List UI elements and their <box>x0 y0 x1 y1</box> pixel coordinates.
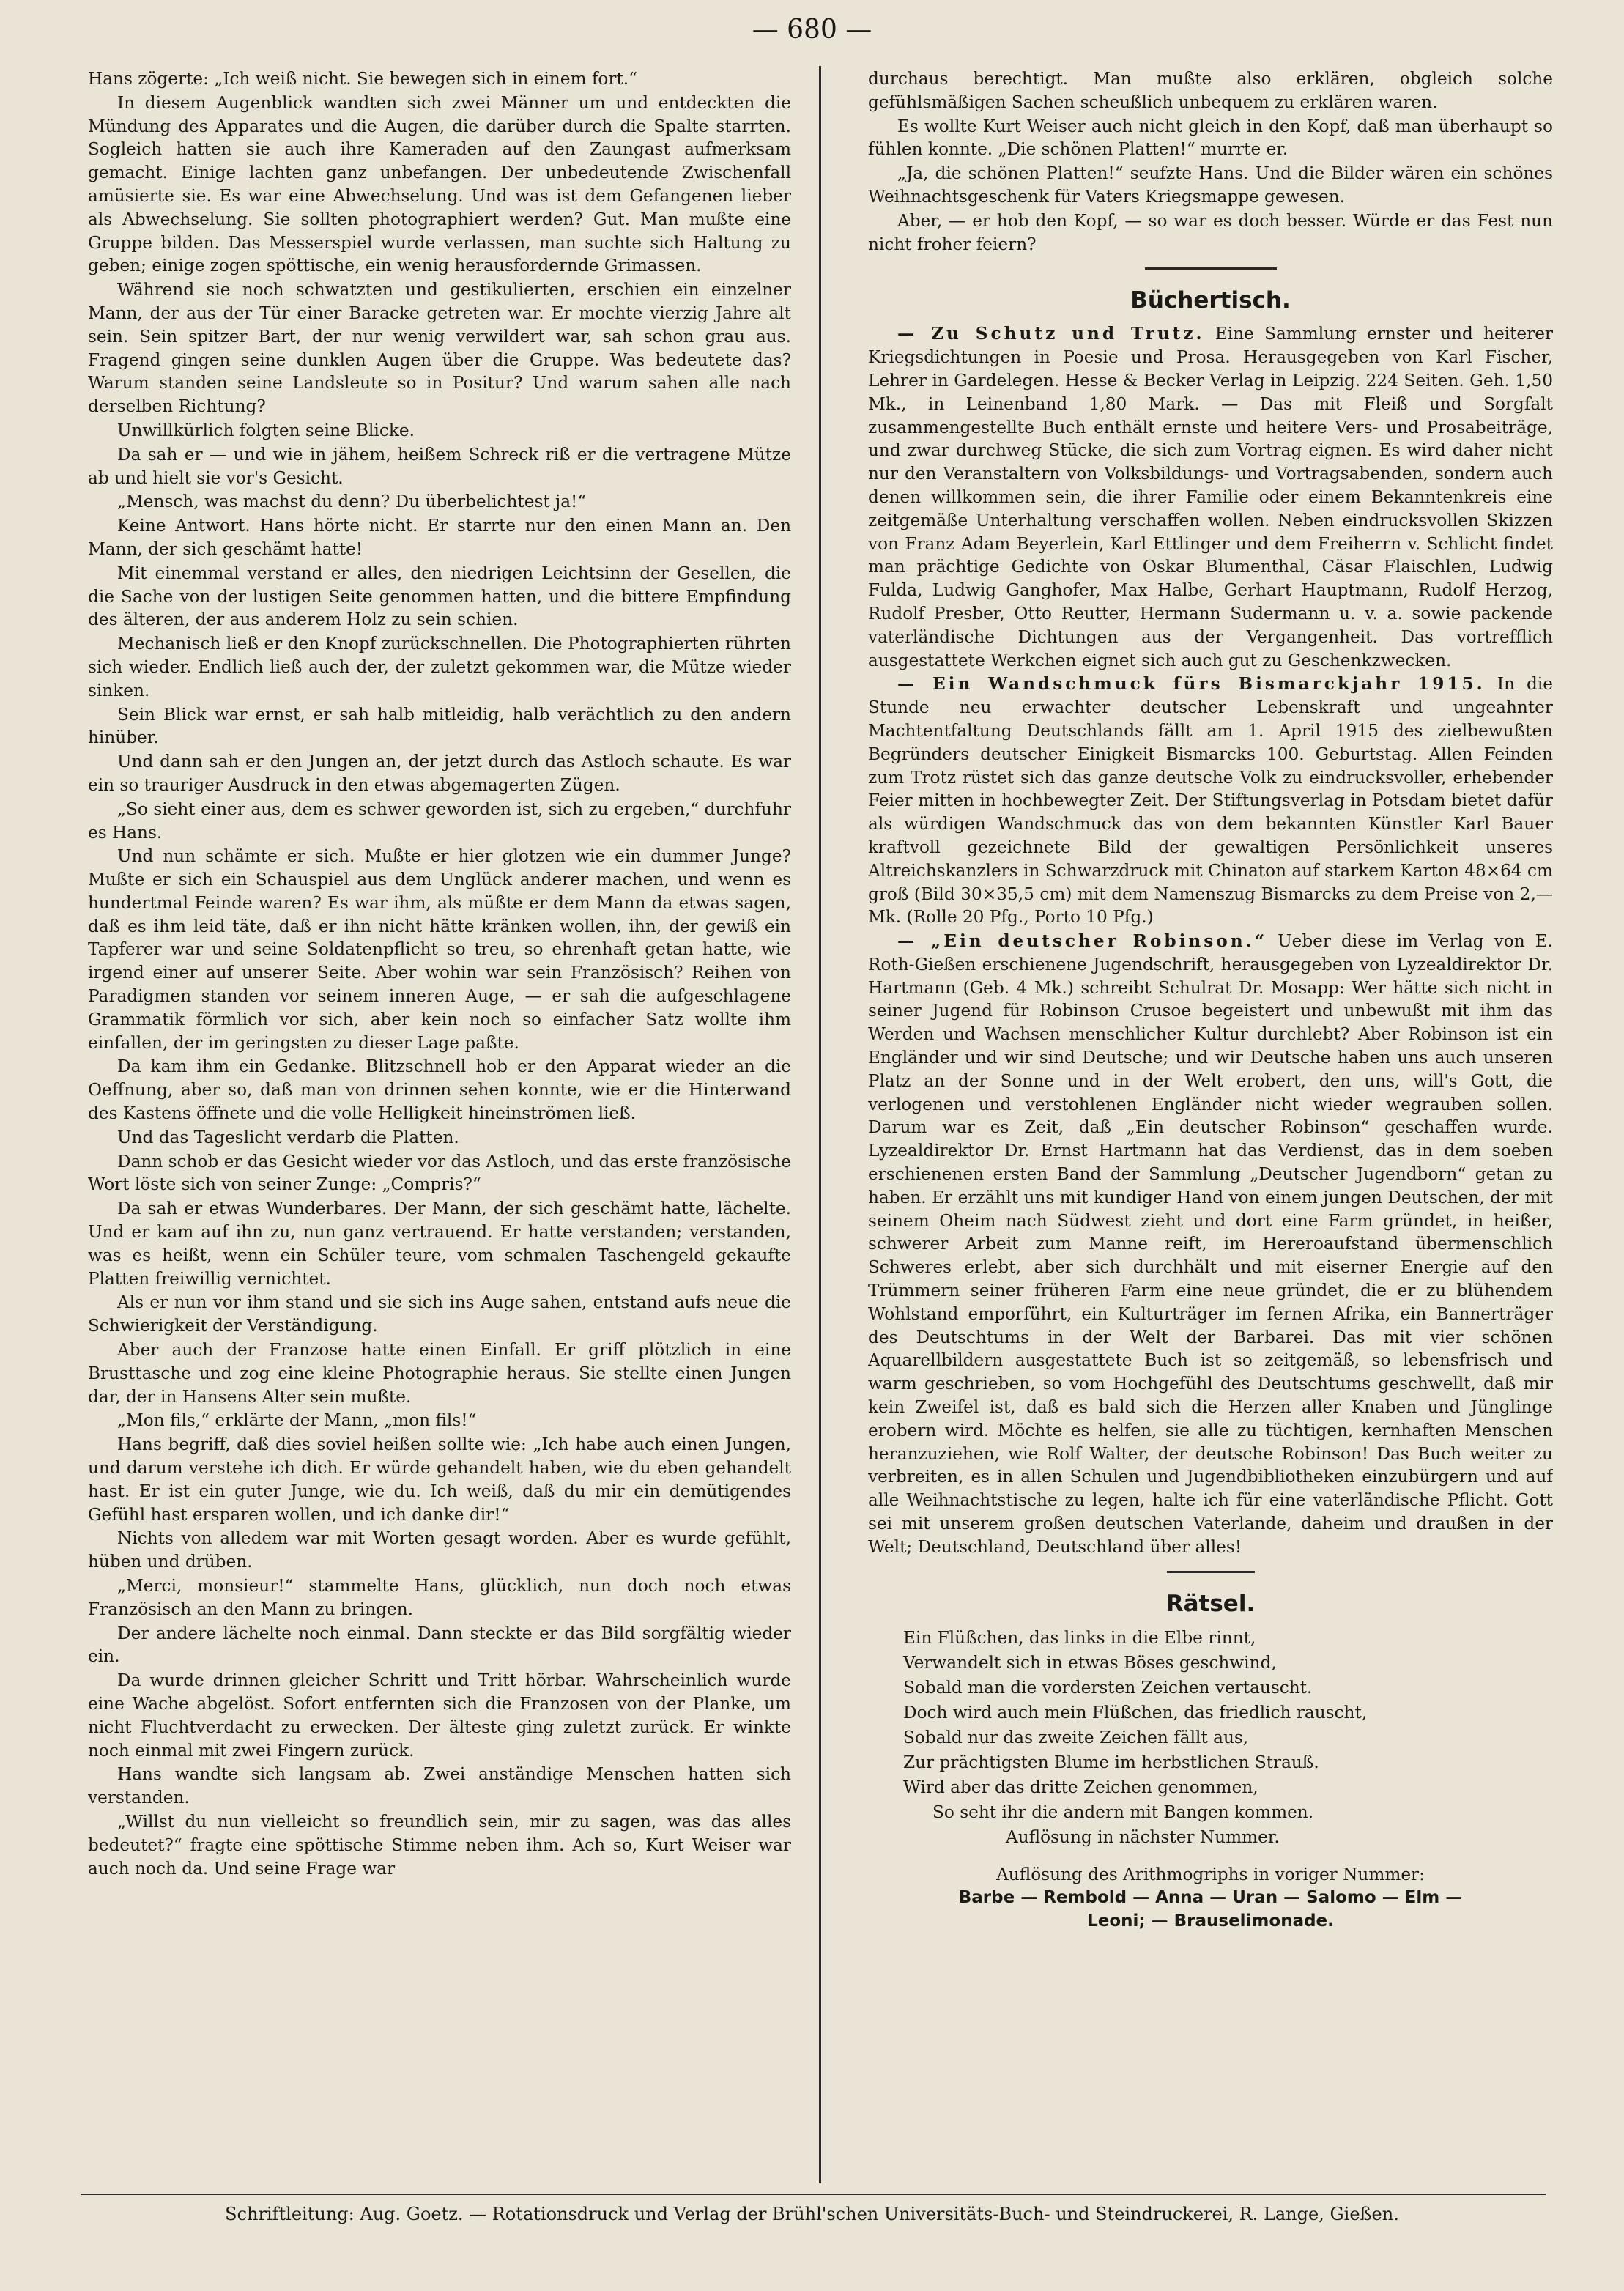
story-paragraph: Da sah er etwas Wunderbares. Der Mann, der sich geschämt hatte, lächelte. Und er kam auf ihn zu, nun ganz vertrauend. Er hatte verstanden; verstanden, was es heißt, wenn ein Schüler teure, vom schmalen Taschengeld gekaufte Platten freiwillig vernichtet. <box>88 1199 791 1289</box>
story-paragraph: Keine Antwort. Hans hörte nicht. Er starrte nur den einen Mann an. Den Mann, der sich geschämt hatte! <box>88 516 791 559</box>
riddle-line: Wird aber das dritte Zeichen genommen, <box>903 1777 1258 1797</box>
riddle-line: Ein Flüßchen, das links in die Elbe rinnt, <box>903 1627 1256 1648</box>
book-review <box>868 930 1553 1559</box>
story-paragraph: Während sie noch schwatzten und gestikulierten, erschien ein einzelner Mann, der aus der Tür einer Baracke getreten war. Er mochte vierzig Jahre alt sein. Sein spitzer Bart, der nur wenig verwildert war, sah schon grau aus. Fragend gingen seine dunklen Augen über die Gruppe. Was bedeutete das? Warum standen seine Landsleute so in Positur? Und warum sahen alle nach derselben Richtung? <box>88 280 791 417</box>
book-review-text: Eine Sammlung ernster und heiterer Kriegsdichtungen in Poesie und Prosa. Herausgegeben von Karl Fischer, Lehrer in Gardelegen. Hesse & Becker Verlag in Leipzig. 224 Seiten. Geh. 1,50 Mk., in Leinenband 1,80 Mark. — Das mit Fleiß und Sorgfalt zusammengestellte Buch enthält ernste und heitere Vers- und Prosabeiträge, und zwar durchweg Stücke, die sich zum Vortrag eignen. Es wird daher nicht nur den Veranstaltern von Volksbildungs- und Vortragsabenden, sondern auch denen willkommen sein, die ihrer Familie oder einem Bekanntenkreis eine zeitgemäße Unterhaltung verschaffen wollen. Neben eindrucksvollen Skizzen von Franz Adam Beyerlein, Karl Ettlinger und dem Freiherrn v. Schlicht findet man prächtige Gedichte von Oskar Blumenthal, Cäsar Flaischlen, Ludwig Fulda, Ludwig Ganghofer, Max Halbe, Gerhart Hauptmann, Rudolf Herzog, Rudolf Presber, Otto Reutter, Hermann Sudermann u. v. a. sowie packende vaterländische Dichtungen aus der Vergangenheit. Das vortrefflich ausgestattete Werkchen eignet sich auch gut zu Geschenkzwecken. <box>868 324 1553 670</box>
story-paragraph: Hans zögerte: „Ich weiß nicht. Sie bewegen sich in einem fort.“ <box>88 69 637 89</box>
riddle-hint: Auflösung in nächster Nummer. <box>1006 1826 1280 1847</box>
story-paragraph: Nichts von alledem war mit Worten gesagt worden. Aber es wurde gefühlt, hüben und drüben. <box>88 1528 791 1572</box>
riddle-line: Sobald nur das zweite Zeichen fällt aus, <box>903 1727 1249 1747</box>
book-review-title: — „Ein deutscher Robinson.“ <box>897 931 1268 952</box>
story-paragraph: durchaus berechtigt. Man mußte also erklären, obgleich solche gefühlsmäßigen Sachen scheußlich unbequem zu erklären waren. <box>868 69 1553 112</box>
section-divider <box>1167 1571 1255 1573</box>
story-paragraph: Dann schob er das Gesicht wieder vor das Astloch, und das erste französische Wort löste sich von seiner Zunge: „Compris?“ <box>88 1151 791 1195</box>
story-paragraph: Da wurde drinnen gleicher Schritt und Tritt hörbar. Wahrscheinlich wurde eine Wache abgelöst. Sofort entfernten sich die Franzosen von der Planke, um nicht Fluchtverdacht zu erwecken. Der älteste ging zuletzt zurück. Er winkte noch einmal mit zwei Fingern zurück. <box>88 1670 791 1761</box>
story-paragraph: Und das Tageslicht verdarb die Platten. <box>117 1127 459 1147</box>
story-paragraph: In diesem Augenblick wandten sich zwei Männer um und entdeckten die Mündung des Apparates und die Augen, die darüber durch die Spalte starrten. Sogleich hatten sie auch ihre Kameraden auf den Zaungast aufmerksam gemacht. Einige lachten ganz unbefangen. Der unbedeutende Zwischenfall amüsierte sie. Es war eine Abwechselung. Und was ist dem Gefangenen lieber als Abwechselung. Sie sollten photographiert werden? Gut. Man mußte eine Gruppe bilden. Das Messerspiel wurde verlassen, man suchte sich Haltung zu geben; einige zogen spöttische, ein wenig herausfordernde Grimassen. <box>88 92 791 276</box>
story-paragraph: Unwillkürlich folgten seine Blicke. <box>117 420 415 440</box>
riddle-heading: Rätsel. <box>1165 1590 1256 1617</box>
story-paragraph: Da sah er — und wie in jähem, heißem Schreck riß er die vertragene Mütze ab und hielt sie vor's Gesicht. <box>88 444 791 488</box>
riddle-line: Doch wird auch mein Flüßchen, das friedlich rauscht, <box>903 1702 1368 1722</box>
imprint-footer: Schriftleitung: Aug. Goetz. — Rotationsdruck und Verlag der Brühl'schen Universitäts-Buch- und Steindruckerei, R. Lange, Gießen. <box>225 2204 1399 2224</box>
story-paragraph: „Mensch, was machst du denn? Du überbelichtest ja!“ <box>117 492 587 512</box>
book-reviews <box>868 322 1553 1558</box>
book-review-title: — Ein Wandschmuck fürs Bismarckjahr 1915. <box>897 674 1486 695</box>
story-paragraph: Mechanisch ließ er den Knopf zurückschnellen. Die Photographierten rührten sich wieder. Endlich ließ auch der, der zuletzt gekommen war, die Mütze wieder sinken. <box>88 634 791 700</box>
story-paragraph: Aber auch der Franzose hatte einen Einfall. Er griff plötzlich in eine Brusttasche und zog eine kleine Photographie heraus. Sie stellte einen Jungen dar, der in Hansens Alter sein mußte. <box>88 1340 791 1407</box>
solution-heading: Auflösung des Arithmogriphs in voriger Nummer: <box>996 1864 1425 1884</box>
story-paragraph: Da kam ihm ein Gedanke. Blitzschnell hob er den Apparat wieder an die Oeffnung, aber so, daß man von drinnen sehen konnte, wie er die Hinterwand des Kastens öffnete und die volle Helligkeit hineinströmen ließ. <box>88 1056 791 1124</box>
story-paragraph: „Mon fils,“ erklärte der Mann, „mon fils!“ <box>117 1410 477 1431</box>
story-paragraph: „Merci, monsieur!“ stammelte Hans, glücklich, nun doch noch etwas Französisch an den Mann zu bringen. <box>88 1576 791 1619</box>
riddle-line: Sobald man die vordersten Zeichen vertauscht. <box>903 1677 1313 1698</box>
column-divider <box>819 66 821 2183</box>
story-column <box>88 67 791 2185</box>
riddle-verse <box>903 1626 1553 1850</box>
riddle-line: Zur prächtigsten Blume im herbstlichen Strauß. <box>903 1752 1319 1772</box>
story-ending <box>868 67 1553 256</box>
story-paragraph: Sein Blick war ernst, er sah halb mitleidig, halb verächtlich zu den andern hinüber. <box>88 704 791 748</box>
riddle-line: So seht ihr die andern mit Bangen kommen. <box>932 1802 1314 1822</box>
book-review <box>868 322 1553 672</box>
section-divider <box>1145 267 1277 270</box>
book-review-text: In die Stunde neu erwachter deutscher Lebenskraft und ungeahnter Machtentfaltung Deutschlands fällt am 1. April 1915 des zielbewußten Begründers deutscher Einigkeit Bismarcks 100. Geburtstag. Allen Feinden zum Trotz rüstet sich das ganze deutsche Volk zu eindrucksvoller, erhebender Feier mitten in hochbewegter Zeit. Der Stiftungsverlag in Potsdam bietet dafür als würdigen Wandschmuck das von dem bekannten Künstler Karl Bauer kraftvoll gezeichnete Bild der gewaltigen Persönlichkeit unseres Altreichskanzlers in Schwarzdruck mit Chinaton auf starkem Karton 48×64 cm groß (Bild 30×35,5 cm) mit dem Namenszug Bismarcks zu dem Preise von 2,— Mk. (Rolle 20 Pfg., Porto 10 Pfg.) <box>868 674 1553 928</box>
story-paragraph: Hans wandte sich langsam ab. Zwei anständige Menschen hatten sich verstanden. <box>88 1764 791 1808</box>
solution-line-1: Barbe — Rembold — Anna — Uran — Salomo — Elm — <box>958 1888 1463 1908</box>
book-review <box>868 673 1553 929</box>
footer-divider <box>81 2194 1546 2195</box>
story-paragraph: Als er nun vor ihm stand und sie sich ins Auge sahen, entstand aufs neue die Schwierigkeit der Verständigung. <box>88 1292 791 1336</box>
book-review-text: Ueber diese im Verlag von E. Roth-Gießen erschienene Jugendschrift, herausgegeben von Lyzealdirektor Dr. Hartmann (Geb. 4 Mk.) schreibt Schulrat Dr. Mosapp: Wer hätte sich nicht in seiner Jugend für Robinson Crusoe begeistert und unbewußt mit ihm das Werden und Wachsen menschlicher Kultur durchlebt? Aber Robinson ist ein Engländer und wir sind Deutsche; und wir Deutsche haben uns auch unseren Platz an der Sonne und in der Welt erobert, den uns, will's Gott, die verlogenen und verstohlenen Engländer nicht wieder wegrauben sollen. Darum war es Zeit, daß „Ein deutscher Robinson“ geschaffen wurde. Lyzealdirektor Dr. Ernst Hartmann hat das Verdienst, das in dem soeben erschienenen ersten Band der Sammlung „Deutscher Jugendborn“ getan zu haben. Er erzählt uns mit kundiger Hand von einem jungen Deutschen, der mit seinem Oheim nach Südwest zieht und dort eine Farm gründet, in heißer, schwerer Arbeit zum Manne reift, im Hereroaufstand übermenschlich Schweres erlebt, aber sich durchhält und mit eiserner Energie auf den Trümmern seiner früheren Farm eine neue gründet, die er zu blühendem Wohlstand emporführt, ein Kulturträger im fernen Afrika, ein Bannerträger des Deutschtums in der Welt der Barbarei. Das mit vier schönen Aquarellbildern ausgestattete Buch ist so zeitgemäß, so lebensfrisch und warm geschrieben, so vom Hochgefühl des Deutschtums geschwellt, daß mir kein Zweifel ist, daß es bald sich die Herzen aller Knaben und Jünglinge erobern wird. Möchte es helfen, sie alle zu tüchtigen, kernhaften Menschen heranzuziehen, wie Rolf Walter, der deutsche Robinson! Das Buch weiter zu verbreiten, es in allen Schulen und Jugendbibliotheken einzubürgern und auf alle Weihnachtstische zu legen, halte ich für eine vaterländische Pflicht. Gott sei mit unserem großen deutschen Vaterlande, daheim und draußen in der Welt; Deutschland, Deutschland über alles! <box>868 931 1553 1557</box>
books-heading: Büchertisch. <box>1130 287 1291 314</box>
solution-line-2: Leoni; — Brauselimonade. <box>1087 1911 1334 1931</box>
story-paragraph: Und nun schämte er sich. Mußte er hier glotzen wie ein dummer Junge? Mußte er sich ein Schauspiel aus dem Unglück anderer machen, und wenn es hundertmal Feinde waren? Es war ihm, als müßte er dem Mann da etwas sagen, daß es ihm leid täte, daß er ihn nicht hätte kränken wollen, ihn, der gewiß ein Tapferer war und seine Soldatenpflicht so treu, so ehrenhaft getan hatte, wie irgend einer auf unserer Seite. Aber wohin war sein Französisch? Reihen von Paradigmen standen vor seinem inneren Auge, — er sah die aufgeschlagene Grammatik förmlich vor sich, aber kein noch so einfacher Satz wollte ihm einfallen, der im geringsten zu dieser Lage paßte. <box>88 846 791 1053</box>
story-paragraph: Und dann sah er den Jungen an, der jetzt durch das Astloch schaute. Es war ein so trauriger Ausdruck in den etwas abgemagerten Zügen. <box>88 752 791 795</box>
right-column <box>868 67 1553 2185</box>
story-paragraph: „So sieht einer aus, dem es schwer geworden ist, sich zu ergeben,“ durchfuhr es Hans. <box>88 799 791 843</box>
story-paragraph: „Ja, die schönen Platten!“ seufzte Hans. Und die Bilder wären ein schönes Weihnachtsgeschenk für Vaters Kriegsmappe gewesen. <box>868 163 1553 207</box>
story-paragraph: Es wollte Kurt Weiser auch nicht gleich in den Kopf, daß man überhaupt so fühlen konnte. „Die schönen Platten!“ murrte er. <box>868 116 1553 160</box>
story-paragraph: Der andere lächelte noch einmal. Dann steckte er das Bild sorgfältig wieder ein. <box>88 1623 791 1667</box>
book-review-title: — Zu Schutz und Trutz. <box>897 324 1205 344</box>
page-number: — 680 — <box>752 15 872 45</box>
story-paragraph: „Willst du nun vielleicht so freundlich sein, mir zu sagen, was das alles bedeutet?“ fragte eine spöttische Stimme neben ihm. Ach so, Kurt Weiser war auch noch da. Und seine Frage war <box>88 1811 791 1879</box>
story-paragraph: Mit einemmal verstand er alles, den niedrigen Leichtsinn der Gesellen, die die Sache von der lustigen Seite genommen hatten, und die bittere Empfindung des älteren, der aus anderem Holz zu sein schien. <box>88 563 791 630</box>
story-paragraph: Hans begriff, daß dies soviel heißen sollte wie: „Ich habe auch einen Jungen, und darum verstehe ich dich. Er würde gehandelt haben, wie du eben gehandelt hast. Er ist ein guter Junge, wie du. Ich weiß, daß du mir ein demütigendes Gefühl hast ersparen wollen, und ich danke dir!“ <box>88 1435 791 1525</box>
riddle-line: Verwandelt sich in etwas Böses geschwind, <box>903 1652 1277 1673</box>
story-paragraph: Aber, — er hob den Kopf, — so war es doch besser. Würde er das Fest nun nicht froher feiern? <box>868 210 1553 254</box>
